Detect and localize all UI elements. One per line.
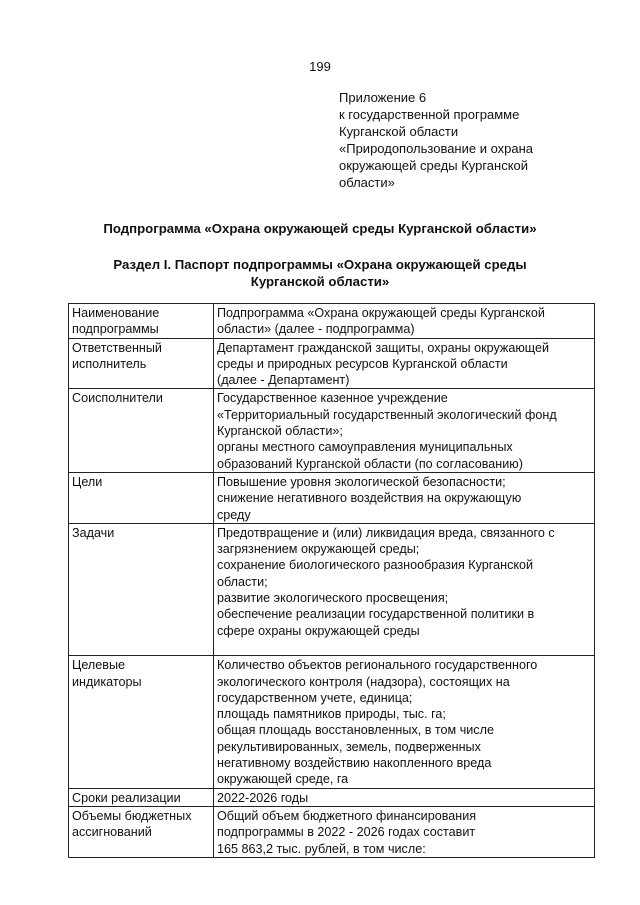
label-line: Наименование bbox=[72, 306, 160, 320]
value-line: загрязнением окружающей среды; bbox=[217, 542, 420, 557]
value-line: Департамент гражданской защиты, охраны окружающей bbox=[217, 340, 550, 355]
value-line bbox=[217, 639, 591, 655]
row-label bbox=[69, 304, 214, 339]
label-line: Объемы бюджетных bbox=[72, 808, 192, 823]
row-value bbox=[214, 523, 595, 655]
row-label bbox=[69, 338, 214, 389]
row-value bbox=[214, 788, 595, 806]
value-line: Повышение уровня экологической безопасности; bbox=[217, 474, 506, 489]
label-line: исполнитель bbox=[72, 356, 147, 371]
label-line: Сроки реализации bbox=[72, 790, 181, 805]
appendix-note bbox=[339, 89, 599, 191]
row-label bbox=[69, 656, 214, 788]
value-line: Курганской области»; bbox=[217, 424, 343, 439]
value-line: «Территориальный государственный экологический фонд bbox=[217, 407, 557, 422]
table-row bbox=[69, 523, 595, 655]
table-row bbox=[69, 389, 595, 472]
section-title-line: Курганской области» bbox=[250, 274, 390, 289]
row-value bbox=[214, 389, 595, 472]
value-line: Предотвращение и (или) ликвидация вреда, связанного с bbox=[217, 525, 555, 540]
value-line: обеспечение реализации государственной политики в bbox=[217, 607, 535, 622]
label-line: Ответственный bbox=[72, 340, 162, 355]
value-line: развитие экологического просвещения; bbox=[217, 591, 449, 606]
value-line: подпрограммы в 2022 - 2026 годах составит bbox=[217, 825, 476, 840]
table-row bbox=[69, 656, 595, 788]
table-row bbox=[69, 806, 595, 857]
value-line: органы местного самоуправления муниципальных bbox=[217, 440, 513, 455]
value-line: экологического контроля (надзора), состоящих на bbox=[217, 674, 510, 689]
value-line: сохранение биологического разнообразия Курганской bbox=[217, 558, 534, 573]
appendix-line: к государственной программе bbox=[339, 107, 520, 122]
row-value bbox=[214, 304, 595, 339]
row-value bbox=[214, 338, 595, 389]
value-line: Государственное казенное учреждение bbox=[217, 391, 448, 406]
label-line: Цели bbox=[72, 474, 103, 489]
row-value bbox=[214, 806, 595, 857]
value-line: 165 863,2 тыс. рублей, в том числе: bbox=[217, 841, 426, 856]
value-line: рекультивированных, земель, подверженных bbox=[217, 739, 481, 754]
subprogram-title: Подпрограмма «Охрана окружающей среды Курганской области» bbox=[103, 221, 537, 236]
value-line: области» (далее - подпрограмма) bbox=[217, 322, 415, 337]
value-line: сфере охраны окружающей среды bbox=[217, 623, 420, 638]
value-line: среды и природных ресурсов Курганской области bbox=[217, 356, 508, 371]
section-title bbox=[0, 256, 640, 290]
value-line: общая площадь восстановленных, в том числе bbox=[217, 723, 494, 738]
appendix-line: Курганской области bbox=[339, 124, 459, 139]
value-line: окружающей среде, га bbox=[217, 772, 349, 787]
row-value bbox=[214, 472, 595, 523]
table-row bbox=[69, 472, 595, 523]
value-line: области; bbox=[217, 574, 268, 589]
appendix-line: окружающей среды Курганской bbox=[339, 158, 529, 173]
appendix-line: области» bbox=[339, 175, 395, 190]
table-row bbox=[69, 304, 595, 339]
value-line: (далее - Департамент) bbox=[217, 373, 350, 388]
table-row bbox=[69, 788, 595, 806]
value-line: Количество объектов регионального государственного bbox=[217, 658, 538, 673]
value-line: снижение негативного воздействия на окружающую bbox=[217, 491, 522, 506]
label-line: Целевые bbox=[72, 658, 126, 673]
row-label bbox=[69, 806, 214, 857]
label-line: Задачи bbox=[72, 525, 115, 540]
row-label bbox=[69, 523, 214, 655]
passport-table bbox=[68, 303, 595, 858]
value-line: Общий объем бюджетного финансирования bbox=[217, 808, 477, 823]
value-line: негативному воздействию накопленного вреда bbox=[217, 756, 492, 771]
value-line: государственном учете, единица; bbox=[217, 690, 413, 705]
appendix-line: «Природопользование и охрана bbox=[339, 141, 534, 156]
row-label bbox=[69, 472, 214, 523]
label-line: ассигнований bbox=[72, 825, 152, 840]
value-line: площадь памятников природы, тыс. га; bbox=[217, 707, 446, 722]
value-line: среду bbox=[217, 507, 251, 522]
value-line: Подпрограмма «Охрана окружающей среды Курганской bbox=[217, 306, 545, 320]
row-label bbox=[69, 788, 214, 806]
row-label bbox=[69, 389, 214, 472]
row-value bbox=[214, 656, 595, 788]
table-row bbox=[69, 338, 595, 389]
label-line: индикаторы bbox=[72, 674, 142, 689]
section-title-line: Раздел I. Паспорт подпрограммы «Охрана окружающей среды bbox=[113, 257, 527, 272]
value-line: 2022-2026 годы bbox=[217, 790, 309, 805]
label-line: Соисполнители bbox=[72, 391, 163, 406]
label-line: подпрограммы bbox=[72, 322, 159, 337]
appendix-line: Приложение 6 bbox=[339, 90, 427, 105]
page-number: 199 bbox=[309, 59, 331, 74]
value-line: образований Курганской области (по согласованию) bbox=[217, 456, 523, 471]
